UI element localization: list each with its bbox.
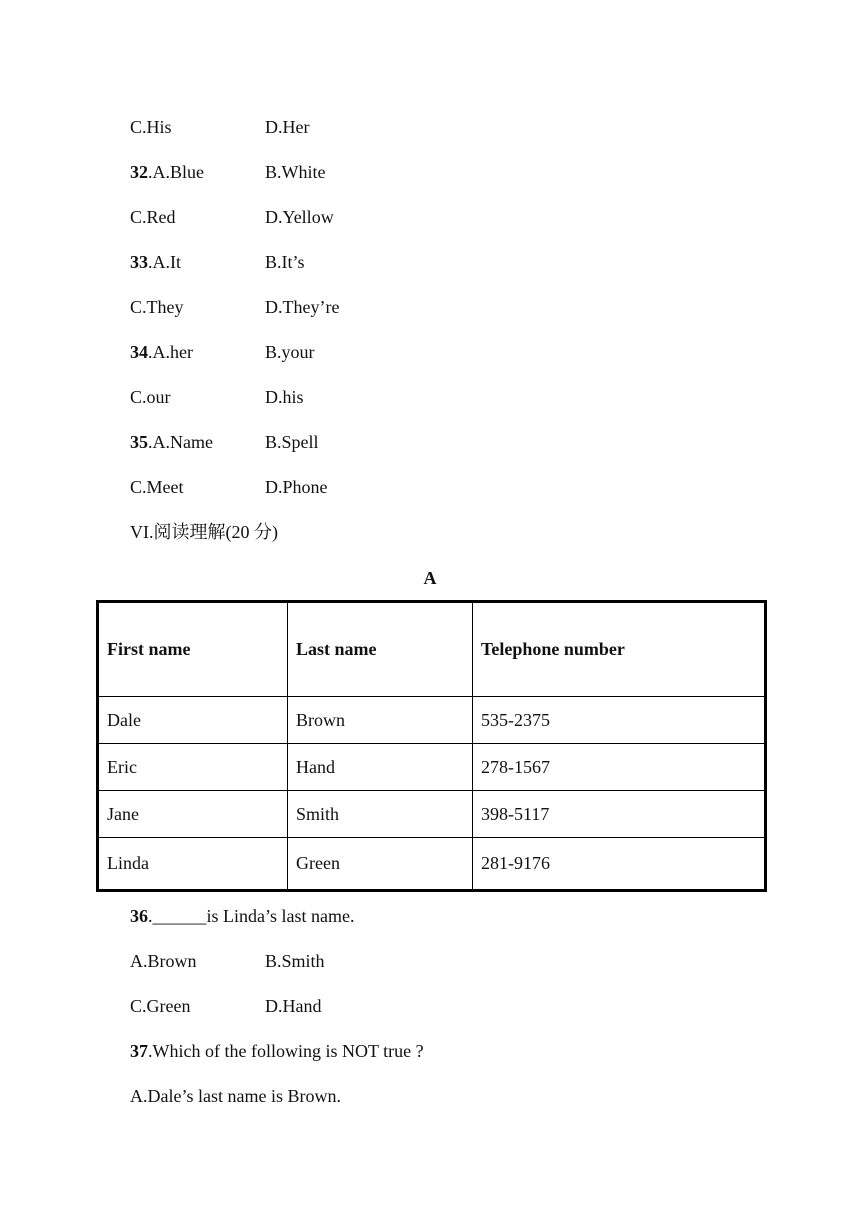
table-cell: Dale (98, 697, 288, 744)
question-number: 32 (130, 162, 148, 182)
column-header: Last name (288, 602, 473, 697)
question-35 (130, 430, 213, 454)
option-line (130, 205, 176, 229)
option-line (130, 385, 171, 409)
table-cell: Smith (288, 791, 473, 838)
question-36 (130, 904, 354, 928)
table-row (98, 791, 766, 838)
option-text: D.Hand (265, 996, 322, 1016)
section-heading: VI.阅读理解(20 分) (130, 522, 278, 542)
option-text: C.Meet (130, 477, 184, 497)
option-text: A.Dale’s last name is Brown. (130, 1086, 341, 1106)
option-text: C.They (130, 297, 184, 317)
table-cell: Brown (288, 697, 473, 744)
question-number: 34 (130, 342, 148, 362)
option-text: D.Phone (265, 477, 328, 497)
table-cell: 398-5117 (473, 791, 766, 838)
option-line (130, 295, 184, 319)
option-text: D.They’re (265, 297, 340, 317)
option-text: A.Brown (130, 951, 197, 971)
option-text: C.Green (130, 996, 191, 1016)
option-text: B.Smith (265, 951, 325, 971)
question-33 (130, 250, 181, 274)
table-cell: 281-9176 (473, 838, 766, 891)
question-number: 36 (130, 906, 148, 926)
option-text: .A.Name (148, 432, 213, 452)
table-cell: Eric (98, 744, 288, 791)
passage-title: A (423, 568, 437, 588)
option-text: C.Red (130, 207, 176, 227)
table-row (98, 744, 766, 791)
option-text: .A.her (148, 342, 193, 362)
option-text: B.Spell (265, 432, 319, 452)
table-cell: 278-1567 (473, 744, 766, 791)
table-row (98, 838, 766, 891)
option-text: B.your (265, 342, 315, 362)
option-line (130, 475, 184, 499)
question-text: .______is Linda’s last name. (148, 906, 355, 926)
table-cell: Green (288, 838, 473, 891)
question-number: 33 (130, 252, 148, 272)
option-text: D.his (265, 387, 304, 407)
question-text: .Which of the following is NOT true ? (148, 1041, 424, 1061)
option-text: D.Yellow (265, 207, 334, 227)
question-number: 35 (130, 432, 148, 452)
question-number: 37 (130, 1041, 148, 1061)
option-text: B.It’s (265, 252, 305, 272)
table-row (98, 697, 766, 744)
question-37 (130, 1039, 424, 1063)
option-text: D.Her (265, 117, 310, 137)
table-header-row (98, 602, 766, 697)
table-cell: Linda (98, 838, 288, 891)
column-header: First name (98, 602, 288, 697)
question-34 (130, 340, 193, 364)
table-cell: Hand (288, 744, 473, 791)
option-text: C.His (130, 117, 172, 137)
option-line (130, 115, 172, 139)
option-text: C.our (130, 387, 171, 407)
option-text: B.White (265, 162, 326, 182)
table-cell: Jane (98, 791, 288, 838)
option-text: .A.Blue (148, 162, 204, 182)
option-text: .A.It (148, 252, 181, 272)
question-32 (130, 160, 204, 184)
table-cell: 535-2375 (473, 697, 766, 744)
contacts-table (96, 600, 767, 892)
column-header: Telephone number (473, 602, 766, 697)
